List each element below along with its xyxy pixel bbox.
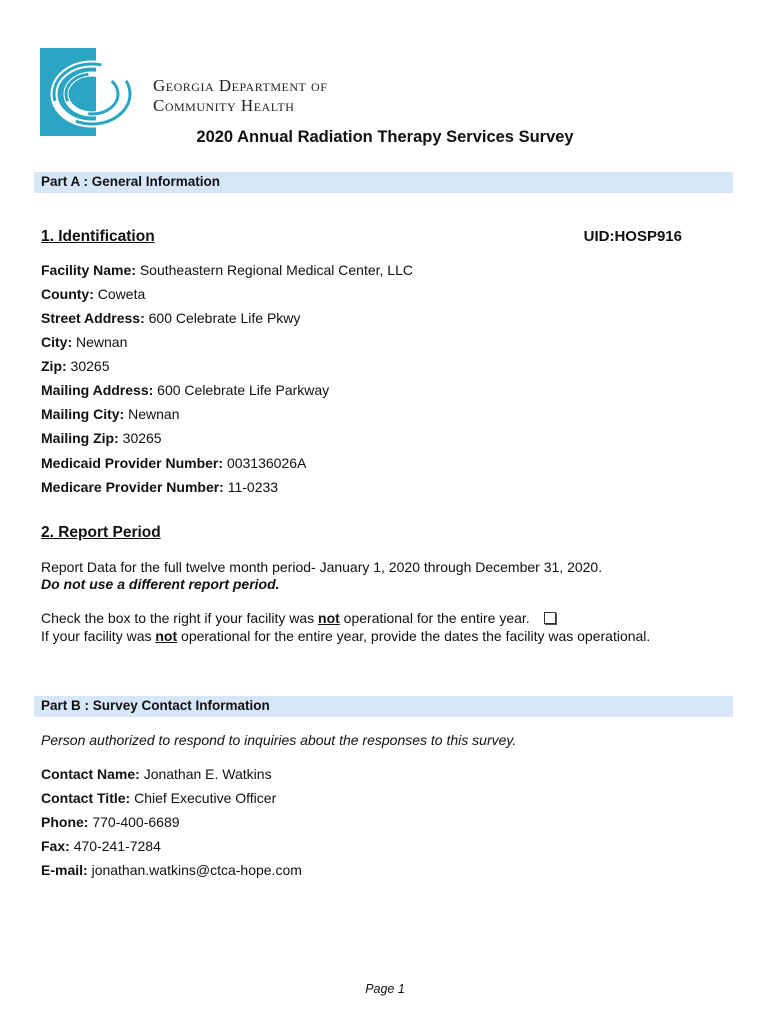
email-field: E-mail: jonathan.watkins@ctca-hope.com bbox=[41, 862, 302, 878]
not-operational-check-line: Check the box to the right if your facility was not operational for the entire year. bbox=[41, 610, 556, 626]
mailing-address-field: Mailing Address: 600 Celebrate Life Parkway bbox=[41, 382, 330, 398]
facility-name-field: Facility Name: Southeastern Regional Medical Center, LLC bbox=[41, 262, 413, 278]
org-name-line1: Georgia Department of bbox=[153, 76, 328, 95]
part-a-label: Part A : General Information bbox=[41, 174, 221, 189]
survey-title: 2020 Annual Radiation Therapy Services Survey bbox=[196, 128, 574, 146]
part-b-section-bar bbox=[34, 696, 733, 717]
county-field: County: Coweta bbox=[41, 286, 146, 302]
mailing-zip-field: Mailing Zip: 30265 bbox=[41, 430, 162, 446]
dch-logo-icon bbox=[40, 48, 132, 140]
medicaid-provider-field: Medicaid Provider Number: 003136026A bbox=[41, 455, 307, 471]
contact-intro: Person authorized to respond to inquiries about the responses to this survey. bbox=[41, 732, 517, 748]
dch-logo bbox=[40, 48, 400, 140]
street-address-field: Street Address: 600 Celebrate Life Pkwy bbox=[41, 310, 301, 326]
page-number: Page 1 bbox=[365, 982, 405, 996]
org-name bbox=[153, 76, 327, 116]
part-a-section-bar bbox=[34, 172, 733, 193]
report-period-warning: Do not use a different report period. bbox=[41, 576, 280, 592]
report-period-heading: 2. Report Period bbox=[41, 524, 161, 541]
mailing-city-field: Mailing City: Newnan bbox=[41, 406, 180, 422]
report-period-text: Report Data for the full twelve month period- January 1, 2020 through December 31, 2020. bbox=[41, 559, 603, 575]
not-operational-checkbox[interactable] bbox=[544, 612, 556, 624]
org-name-line2: Community Health bbox=[153, 96, 295, 115]
part-b-label: Part B : Survey Contact Information bbox=[41, 698, 270, 713]
contact-title-field: Contact Title: Chief Executive Officer bbox=[41, 790, 277, 806]
identification-heading: 1. Identification bbox=[41, 228, 155, 245]
fax-field: Fax: 470-241-7284 bbox=[41, 838, 161, 854]
contact-name-field: Contact Name: Jonathan E. Watkins bbox=[41, 766, 272, 782]
uid-value: UID:HOSP916 bbox=[583, 228, 682, 245]
medicare-provider-field: Medicare Provider Number: 11-0233 bbox=[41, 479, 279, 495]
zip-field: Zip: 30265 bbox=[41, 358, 110, 374]
operational-dates-line: If your facility was not operational for the entire year, provide the dates the facility was operational. bbox=[41, 628, 651, 644]
city-field: City: Newnan bbox=[41, 334, 128, 350]
phone-field: Phone: 770-400-6689 bbox=[41, 814, 180, 830]
